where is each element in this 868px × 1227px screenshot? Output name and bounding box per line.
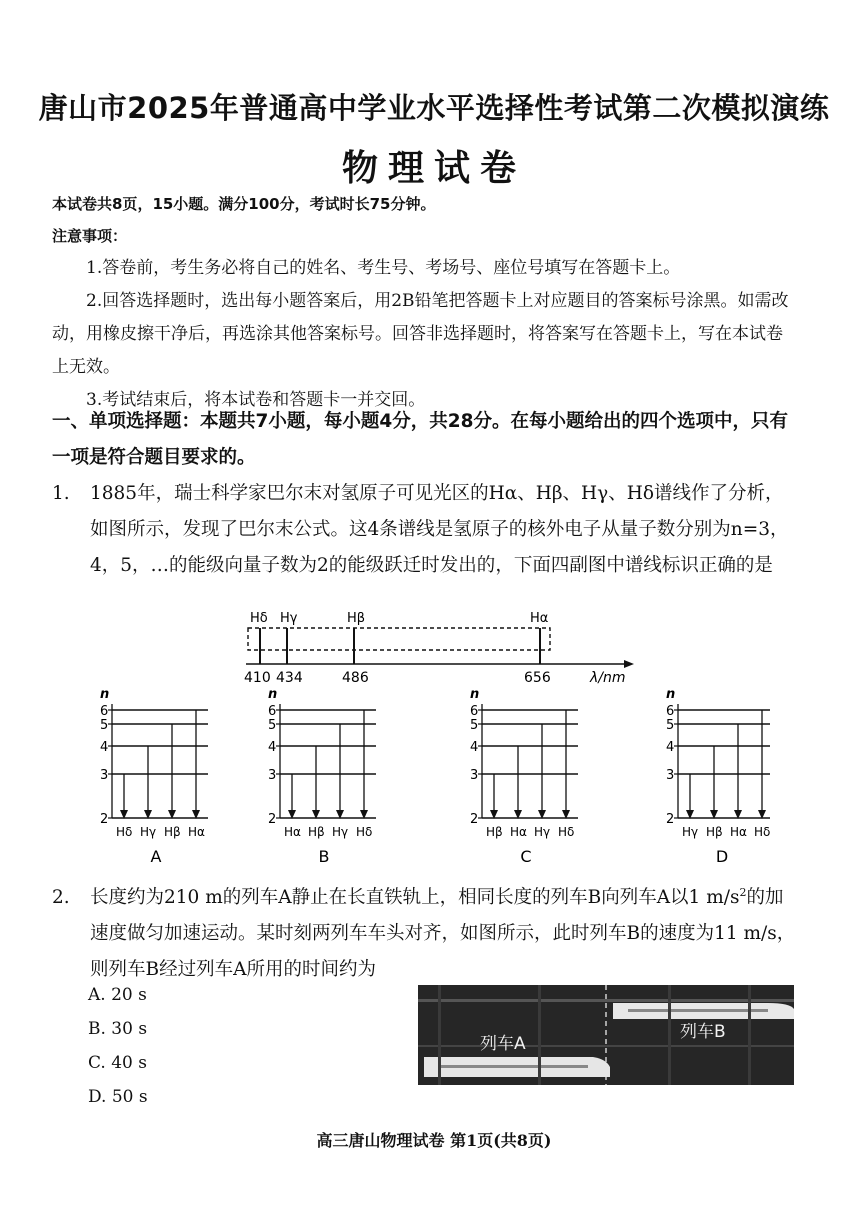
q2-option-c: C. 40 s xyxy=(88,1053,147,1073)
transition-label-3: Hβ xyxy=(164,825,181,839)
transition-label-4: Hα xyxy=(188,825,205,839)
exam-subtitle: 物理试卷 xyxy=(341,148,526,189)
train-a-label: 列车A xyxy=(480,1034,526,1054)
transition-label-1: Hγ xyxy=(682,825,699,839)
level-label-4: 4 xyxy=(666,740,675,755)
notice-item-3: 3.考试结束后，将本试卷和答题卡一并交回。 xyxy=(86,390,426,410)
energy-diagram-d xyxy=(666,687,770,866)
wavelength-434: 434 xyxy=(276,670,303,686)
spectrum-label-h-beta: Hβ xyxy=(347,611,366,626)
transition-label-1: Hα xyxy=(284,825,301,839)
transition-label-2: Hα xyxy=(510,825,527,839)
level-label-4: 4 xyxy=(268,740,277,755)
transition-label-1: Hδ xyxy=(116,825,133,839)
notice-item-2: 2.回答选择题时，选出每小题答案后，用2B铅笔把答题卡上对应题目的答案标号涂黑。如需改动，用橡皮擦干净后，再选涂其他答案标号。回答非选择题时，将答案写在答题卡上，写在本试卷上无效。 xyxy=(52,291,789,377)
level-label-5: 5 xyxy=(666,718,675,733)
q2-option-d: D. 50 s xyxy=(88,1087,148,1107)
wavelength-486: 486 xyxy=(342,670,369,686)
level-label-5: 5 xyxy=(268,718,277,733)
notice-item-1: 1.答卷前，考生务必将自己的姓名、考生号、考场号、座位号填写在答题卡上。 xyxy=(86,258,681,278)
level-label-3: 3 xyxy=(268,768,277,783)
level-label-6: 6 xyxy=(666,704,675,719)
spectrum-label-h-gamma: Hγ xyxy=(280,611,298,626)
q2-text: 长度约为210 m的列车A静止在长直铁轨上，相同长度的列车B向列车A以1 $m/s^2$的加速度做匀加速运动。某时刻两列车车头对齐，如图所示，此时列车B的速度为11 m/s，则列车B经过列车A所用的时间约为 xyxy=(90,885,796,980)
train-photo-illustration xyxy=(418,985,794,1085)
notice-label: 注意事项： xyxy=(52,227,128,245)
wavelength-656: 656 xyxy=(524,670,551,686)
q2-number: 2. xyxy=(52,887,70,908)
transition-label-2: Hβ xyxy=(706,825,723,839)
transition-label-4: Hδ xyxy=(754,825,770,839)
level-label-2: 2 xyxy=(666,812,675,827)
level-label-3: 3 xyxy=(100,768,109,783)
level-label-2: 2 xyxy=(100,812,109,827)
spectrum-label-h-alpha: Hα xyxy=(530,611,549,626)
energy-diagram-a xyxy=(100,687,208,866)
transition-label-2: Hβ xyxy=(308,825,325,839)
diagram-letter-c: C xyxy=(520,847,532,866)
level-label-3: 3 xyxy=(470,768,479,783)
level-label-3: 3 xyxy=(666,768,675,783)
level-label-2: 2 xyxy=(470,812,479,827)
level-label-6: 6 xyxy=(268,704,277,719)
q1-text: 1885年，瑞士科学家巴尔末对氢原子可见光区的Hα、Hβ、Hγ、Hδ谱线作了分析，如图所示，发现了巴尔末公式。这4条谱线是氢原子的核外电子从量子数分别为n=3，4，5，…的能级向量子数为2的能级跃迁时发出的，下面四副图中谱线标识正确的是 xyxy=(90,483,789,576)
train-photo xyxy=(418,985,794,1085)
level-label-6: 6 xyxy=(100,704,109,719)
level-axis-label: n xyxy=(268,687,278,702)
transition-label-4: Hδ xyxy=(558,825,575,839)
transition-label-3: Hα xyxy=(730,825,747,839)
spectrum-label-h-delta: Hδ xyxy=(250,611,268,626)
level-label-5: 5 xyxy=(100,718,109,733)
level-axis-label: n xyxy=(666,687,676,702)
level-label-4: 4 xyxy=(100,740,109,755)
transition-label-1: Hβ xyxy=(486,825,503,839)
axis-arrow-icon xyxy=(624,660,634,668)
train-b-label: 列车B xyxy=(680,1022,726,1042)
q2-option-a: A. 20 s xyxy=(88,985,147,1005)
spectrum-band xyxy=(248,628,550,650)
q1-number: 1. xyxy=(52,483,70,504)
diagram-letter-d: D xyxy=(715,847,729,866)
wavelength-axis-label: λ/nm xyxy=(590,670,626,686)
section-1-heading: 一、单项选择题：本题共7小题，每小题4分，共28分。在每小题给出的四个选项中，只有一项是符合题目要求的。 xyxy=(52,411,788,468)
level-label-6: 6 xyxy=(470,704,479,719)
level-axis-label: n xyxy=(470,687,480,702)
q2-option-b: B. 30 s xyxy=(88,1019,148,1039)
spectrum-figure xyxy=(230,606,640,686)
transition-label-3: Hγ xyxy=(534,825,551,839)
level-label-2: 2 xyxy=(268,812,277,827)
level-label-5: 5 xyxy=(470,718,479,733)
exam-info-line: 本试卷共8页，15小题。满分100分，考试时长75分钟。 xyxy=(52,195,436,213)
transition-label-2: Hγ xyxy=(140,825,157,839)
transition-label-3: Hγ xyxy=(332,825,349,839)
wavelength-410: 410 xyxy=(244,670,271,686)
exam-title: 唐山市2025年普通高中学业水平选择性考试第二次模拟演练 xyxy=(38,91,830,125)
level-axis-label: n xyxy=(100,687,110,702)
energy-diagram-c xyxy=(470,687,578,866)
transition-label-4: Hδ xyxy=(356,825,373,839)
energy-level-diagrams xyxy=(90,686,770,871)
page-footer: 高三唐山物理试卷 第1页(共8页) xyxy=(316,1131,552,1150)
energy-diagram-b xyxy=(268,687,376,866)
diagram-letter-b: B xyxy=(318,847,330,866)
diagram-letter-a: A xyxy=(150,847,162,866)
level-label-4: 4 xyxy=(470,740,479,755)
